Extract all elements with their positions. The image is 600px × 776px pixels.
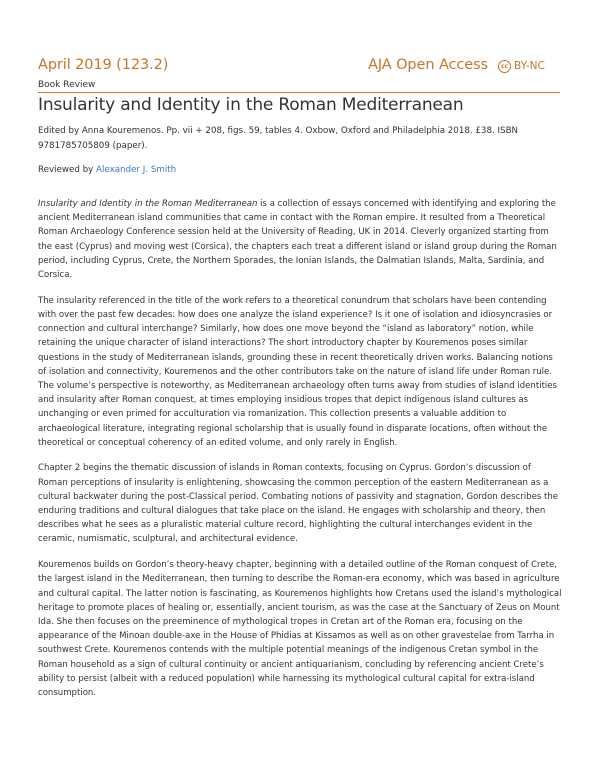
- section-label: Book Review: [38, 80, 96, 90]
- article-title: Insularity and Identity in the Roman Mediterranean: [38, 95, 464, 115]
- book-citation: Edited by Anna Kouremenos. Pp. vii + 208, figs. 59, tables 4. Oxbow, Oxford and Philadelphia 2018. £38. ISBN 9781785705809 (paper).: [38, 126, 519, 151]
- creative-commons-icon: cc: [498, 60, 511, 73]
- reviewed-by-label: Reviewed by: [38, 165, 94, 175]
- reviewer-link[interactable]: Alexander J. Smith: [96, 165, 177, 175]
- journal-brand[interactable]: AJA Open Access: [368, 57, 488, 73]
- paragraph-1-text: is a collection of essays concerned with identifying and exploring the ancient Mediterranean island communities that came in contact with the Roman empire. It resulted from a Theoretical Roman Archaeology Conference session held at the University of Reading, UK in 2014. Cleverly organized starting from the east (Cyprus) and moving west (Corsica), the chapters each treat a different island or island group during the Roman period, including Cyprus, Crete, the Northern Sporades, the Ionian Islands, the Dalmatian Islands, Malta, Sardinia, and Corsica.: [38, 199, 557, 281]
- book-title-italic: Insularity and Identity in the Roman Mediterranean: [38, 199, 258, 209]
- paragraph-2: The insularity referenced in the title of the work refers to a theoretical conundrum that scholars have been contending with over the past few decades: how does one analyze the island experience? Is it one of isolation and idiosyncrasies or connection and cultural interchange? Similarly, how does one move beyond the “island as laboratory” notion, while retaining the unique character of island interactions? The short introductory chapter by Kouremenos poses similar questions in the study of Mediterranean islands, grounding these in recent theoretically driven works. Balancing notions of isolation and connectivity, Kouremenos and the other contributors take on the nature of island life under Roman rule. The volume’s perspective is noteworthy, as Mediterranean archaeology often turns away from studies of island identities and insularity after Roman conquest, at times employing insidious tropes that depict indigenous island cultures as unchanging or even primed for acculturation via romanization. This collection presents a valuable addition to archaeological literature, integrating regional scholarship that is usually found in disparate locations, often without the theoretical or conceptual coherency of an edited volume, and only rarely in English.: [38, 295, 558, 448]
- reviewed-by-line: [38, 165, 176, 175]
- review-body: [38, 197, 562, 712]
- paragraph-3: Chapter 2 begins the thematic discussion of islands in Roman contexts, focusing on Cyprus. Gordon’s discussion of Roman perceptions of insularity is enlightening, showcasing the common perception of the eastern Mediterranean as a cultural backwater during the post-Classical period. Combating notions of passivity and stagnation, Gordon describes the enduring traditions and cultural dialogues that take place on the island. He engages with scholarship and theory, then describes what he sees as a pluralistic material culture record, highlighting the cultural interchanges evident in the ceramic, numismatic, sculptural, and architectural evidence.: [38, 463, 559, 545]
- header-divider: [38, 92, 560, 93]
- paragraph-4: Kouremenos builds on Gordon’s theory-heavy chapter, beginning with a detailed outline of the Roman conquest of Crete, the largest island in the Mediterranean, then turning to describe the Roman-era economy, which was based in agriculture and cultural capital. The latter notion is fascinating, as Kouremenos highlights how Cretans used the island’s mythological heritage to promote places of healing or, essentially, ancient tourism, as was the case at the Sanctuary of Zeus on Mount Ida. She then focuses on the preeminence of mythological tropes in Cretan art of the Roman era, focusing on the appearance of the Minoan double-axe in the House of Phidias at Kissamos as well as on other gravestelae from Tarrha in southwest Crete. Kouremenos contends with the multiple potential meanings of the indigenous Cretan symbol in the Roman household as a sign of cultural continuity or ancient antiquarianism, concluding by referencing ancient Crete’s ability to persist (albeit with a reduced population) while harnessing its mythological cultural capital for extra-island consumption.: [38, 560, 562, 698]
- issue-label: April 2019 (123.2): [38, 57, 169, 73]
- paragraph-1: [38, 197, 562, 282]
- license-label: BY-NC: [514, 60, 545, 72]
